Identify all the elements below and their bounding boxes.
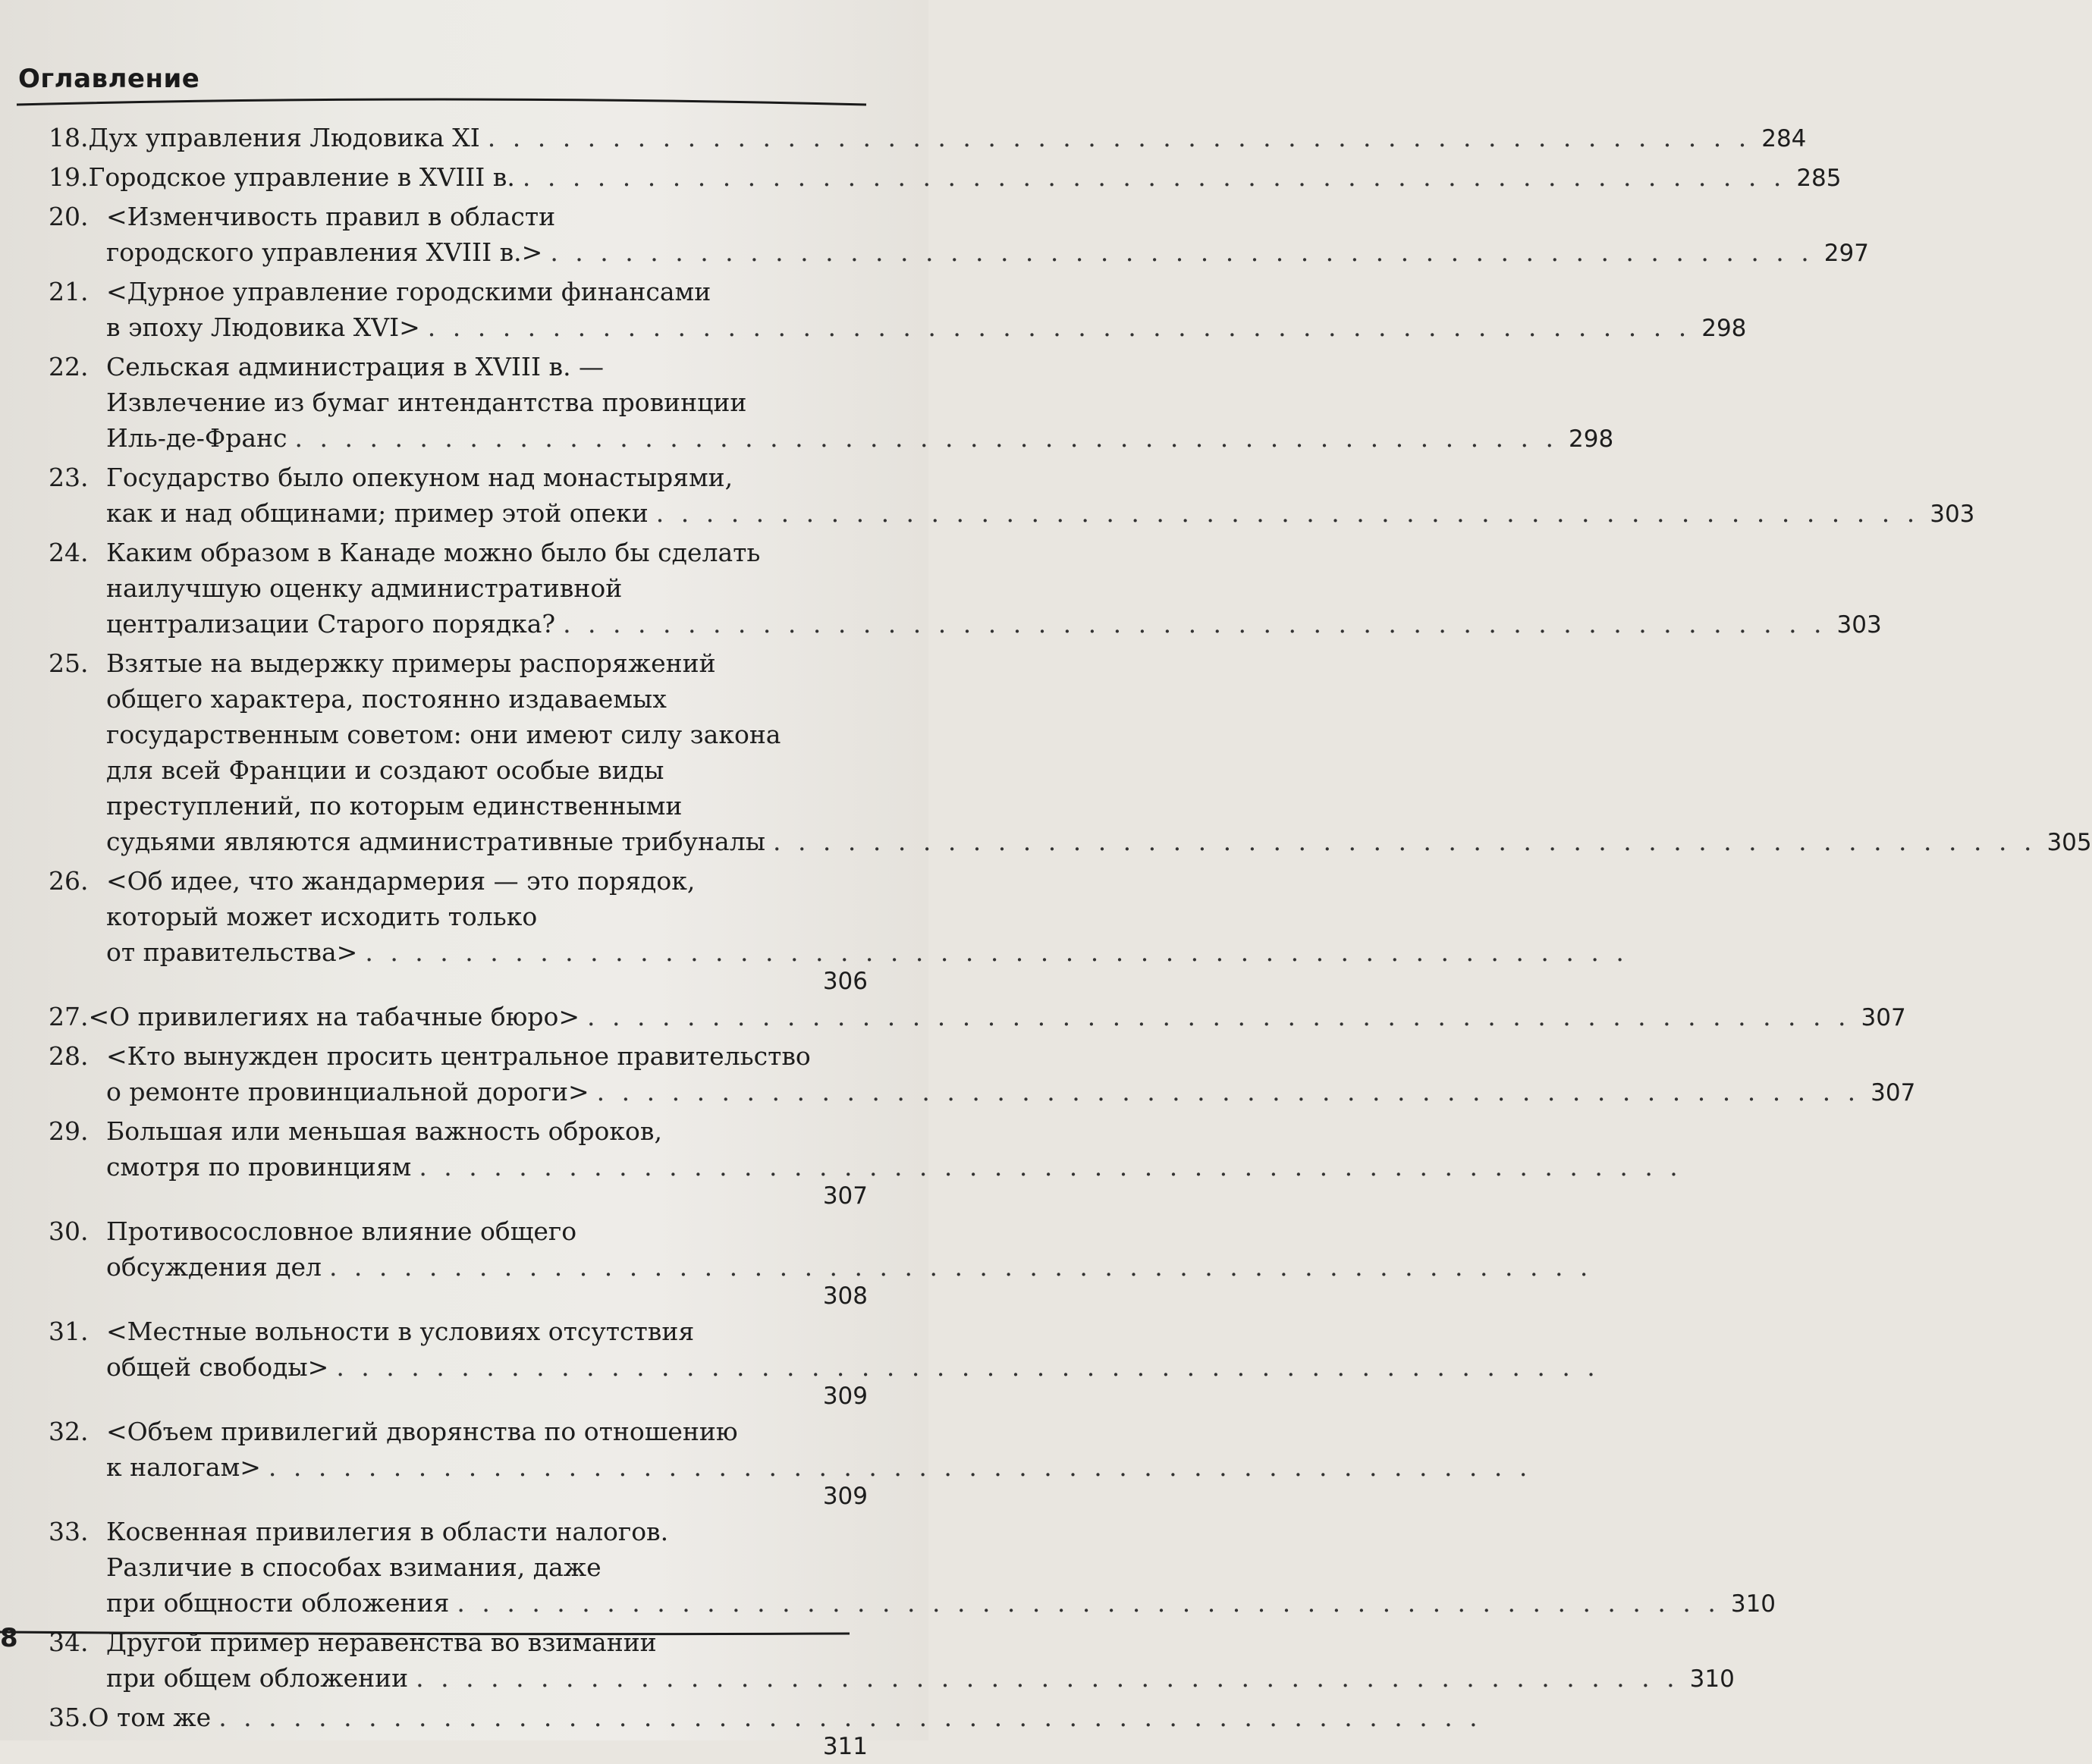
entry-title-line: Государство было опекуном над монастырями, (106, 463, 733, 492)
entry-title-line: Другой пример неравенства во взимании (106, 1627, 657, 1657)
dot-leader: . . . . . . . . . . . . . . . . . . . . . . . . . . . . . . . . . . . . . . . . . . . . . . . . . . . (522, 162, 1786, 192)
dot-leader: . . . . . . . . . . . . . . . . . . . . . . . . . . . . . . . . . . . . . . . . . . . . . . . . . . . (457, 1588, 1720, 1618)
entry-number: 33. (49, 1517, 89, 1546)
dot-leader: . . . . . . . . . . . . . . . . . . . . . . . . . . . . . . . . . . . . . . . . . . . . . . . . . . . (328, 1252, 1593, 1282)
entry-title-line: общего характера, постоянно издаваемых (106, 684, 667, 714)
entry-number: 35. (49, 1703, 89, 1732)
dot-leader: . . . . . . . . . . . . . . . . . . . . . . . . . . . . . . . . . . . . . . . . . . . . . . . . . . . (550, 237, 1814, 267)
entry-page-number: 297 (1823, 240, 1869, 267)
entry-number: 30. (49, 1216, 89, 1246)
toc-entry (49, 1514, 1776, 1622)
dot-leader: . . . . . . . . . . . . . . . . . . . . . . . . . . . . . . . . . . . . . . . . . . . . . . . . . . . (416, 1663, 1679, 1693)
dot-leader: . . . . . . . . . . . . . . . . . . . . . . . . . . . . . . . . . . . . . . . . . . . . . . . . . . . (655, 498, 1920, 528)
entry-page-number: 303 (1836, 611, 1882, 639)
entry-page-number: 310 (1730, 1590, 1776, 1618)
running-header: Оглавление (18, 64, 200, 94)
toc-entry (49, 1038, 1916, 1111)
entry-title-line: <О привилегиях на табачные бюро> (88, 1002, 580, 1031)
entry-number: 27. (49, 1002, 89, 1031)
toc-entry (49, 274, 1747, 347)
dot-leader: . . . . . . . . . . . . . . . . . . . . . . . . . . . . . . . . . . . . . . . . . . . . . . . . . . . (596, 1077, 1861, 1106)
entry-page-number: 305 (2046, 829, 2092, 856)
entry-title-line: к налогам> (106, 1452, 261, 1482)
entry-title-line: смотря по провинциям (106, 1152, 412, 1182)
entry-page-number: 307 (1871, 1079, 1916, 1106)
dot-leader: . . . . . . . . . . . . . . . . . . . . . . . . . . . . . . . . . . . . . . . . . . . . . . . . . . . (419, 1152, 1682, 1182)
toc-entry (49, 349, 1614, 457)
dot-leader: . . . . . . . . . . . . . . . . . . . . . . . . . . . . . . . . . . . . . . . . . . . . . . . . . . . (365, 937, 1629, 967)
entry-title-line: Взятые на выдержку примеры распоряжений (106, 648, 716, 678)
entry-title-line: от правительства> (106, 937, 358, 967)
entry-title-line: общей свободы> (106, 1352, 329, 1382)
footer-rule (0, 1629, 850, 1637)
entry-number: 32. (49, 1417, 89, 1446)
entry-title-line: Извлечение из бумаг интендантства провинции (106, 388, 747, 417)
entry-title-line: <Объем привилегий дворянства по отношению (106, 1417, 738, 1446)
toc-entry (49, 645, 2092, 861)
entry-title-line: Каким образом в Канаде можно было бы сделать (106, 538, 761, 567)
toc-entry (49, 1113, 1682, 1211)
entry-title-line: О том же (88, 1703, 212, 1732)
entry-number: 22. (49, 352, 89, 381)
toc-entry (49, 1213, 1593, 1311)
entry-title-line: <Кто вынужден просить центральное правительство (106, 1041, 811, 1071)
entry-title-line: о ремонте провинциальной дороги> (106, 1077, 589, 1106)
dot-leader: . . . . . . . . . . . . . . . . . . . . . . . . . . . . . . . . . . . . . . . . . . . . . . . . . . . (772, 827, 2037, 856)
toc-entry (49, 199, 1869, 272)
entry-number: 24. (49, 538, 89, 567)
entry-page-number: 284 (1761, 125, 1807, 152)
entry-page-number: 298 (1569, 425, 1614, 453)
toc-entry (49, 159, 1842, 196)
entry-title-line: <Дурное управление городскими финансами (106, 277, 711, 306)
entry-page-number: 311 (822, 1733, 868, 1760)
entry-title-line: государственным советом: они имеют силу закона (106, 720, 781, 749)
toc-entry (49, 863, 1629, 997)
entry-number: 25. (49, 648, 89, 678)
entry-title-line: Различие в способах взимания, даже (106, 1552, 602, 1582)
entry-page-number: 307 (1861, 1004, 1906, 1031)
entry-title-line: городского управления XVIII в.> (106, 237, 543, 267)
entry-title-line: Косвенная привилегия в области налогов. (106, 1517, 669, 1546)
entry-title-line: Большая или меньшая важность оброков, (106, 1116, 662, 1146)
entry-title-line: <Местные вольности в условиях отсутствия (106, 1317, 695, 1346)
entry-number: 31. (49, 1317, 89, 1346)
entry-title-line: централизации Старого порядка? (106, 609, 556, 639)
toc-entry (49, 1314, 1600, 1411)
entry-number: 20. (49, 202, 89, 231)
entry-number: 34. (49, 1627, 89, 1657)
entry-title-line: наилучшую оценку административной (106, 573, 623, 603)
toc-entry (49, 120, 1807, 157)
entry-number: 18. (49, 123, 89, 152)
entry-page-number: 307 (822, 1182, 868, 1210)
dot-leader: . . . . . . . . . . . . . . . . . . . . . . . . . . . . . . . . . . . . . . . . . . . . . . . . . . . (294, 423, 1558, 453)
toc-entry (49, 535, 1882, 643)
entry-number: 26. (49, 866, 89, 896)
dot-leader: . . . . . . . . . . . . . . . . . . . . . . . . . . . . . . . . . . . . . . . . . . . . . . . . . . . (427, 312, 1692, 342)
entry-title-line: как и над общинами; пример этой опеки (106, 498, 649, 528)
entry-number: 28. (49, 1041, 89, 1071)
entry-title-line: Дух управления Людовика XI (88, 123, 480, 152)
entry-number: 29. (49, 1116, 89, 1146)
entry-page-number: 308 (822, 1282, 868, 1310)
dot-leader: . . . . . . . . . . . . . . . . . . . . . . . . . . . . . . . . . . . . . . . . . . . . . . . . . . . (563, 609, 1827, 639)
entry-title-line: <Об идее, что жандармерия — это порядок, (106, 866, 696, 896)
entry-title-line: судьями являются административные трибуналы (106, 827, 765, 856)
entry-title-line: <Изменчивость правил в области (106, 202, 556, 231)
dot-leader: . . . . . . . . . . . . . . . . . . . . . . . . . . . . . . . . . . . . . . . . . . . . . . . . . . . (336, 1352, 1600, 1382)
table-of-contents (49, 120, 2092, 1764)
entry-page-number: 309 (822, 1483, 868, 1510)
entry-title-line: Городское управление в XVIII в. (88, 162, 515, 192)
dot-leader: . . . . . . . . . . . . . . . . . . . . . . . . . . . . . . . . . . . . . . . . . . . . . . . . . . . (587, 1002, 1851, 1031)
entry-page-number: 306 (822, 968, 868, 995)
entry-title-line: в эпоху Людовика XVI> (106, 312, 420, 342)
entry-title-line: Противосословное влияние общего (106, 1216, 577, 1246)
entry-page-number: 310 (1689, 1665, 1735, 1693)
entry-number: 23. (49, 463, 89, 492)
entry-title-line: преступлений, по которым единственными (106, 791, 683, 821)
entry-title-line: при общем обложении (106, 1663, 409, 1693)
entry-page-number: 285 (1796, 165, 1842, 192)
entry-number: 19. (49, 162, 89, 192)
toc-entry (49, 460, 1975, 532)
entry-title-line: который может исходить только (106, 902, 538, 931)
header-rule (17, 97, 866, 108)
dot-leader: . . . . . . . . . . . . . . . . . . . . . . . . . . . . . . . . . . . . . . . . . . . . . . . . . . . (487, 123, 1751, 152)
toc-entry (49, 999, 1906, 1036)
entry-title-line: Сельская администрация в XVIII в. — (106, 352, 605, 381)
entry-page-number: 298 (1701, 315, 1747, 342)
toc-entry (49, 1414, 1532, 1511)
entry-page-number: 303 (1930, 501, 1975, 528)
page-number: 8 (0, 1623, 18, 1653)
toc-entry (49, 1700, 1482, 1762)
dot-leader: . . . . . . . . . . . . . . . . . . . . . . . . . . . . . . . . . . . . . . . . . . . . . . . . . . . (268, 1452, 1532, 1482)
entry-title-line: при общности обложения (106, 1588, 450, 1618)
entry-title-line: обсуждения дел (106, 1252, 322, 1282)
entry-title-line: для всей Франции и создают особые виды (106, 755, 664, 785)
dot-leader: . . . . . . . . . . . . . . . . . . . . . . . . . . . . . . . . . . . . . . . . . . . . . . . . . . . (218, 1703, 1482, 1732)
entry-page-number: 309 (822, 1383, 868, 1410)
entry-number: 21. (49, 277, 89, 306)
entry-title-line: Иль-де-Франс (106, 423, 287, 453)
